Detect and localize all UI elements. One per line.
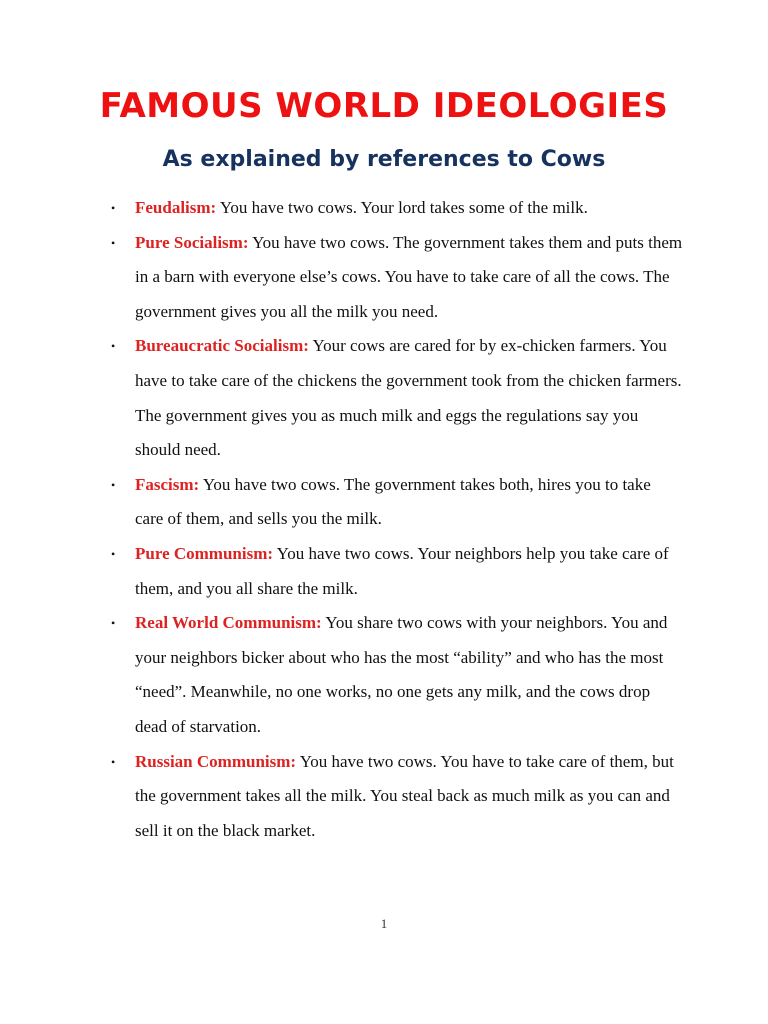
bullet-icon: • [111,339,116,354]
item-text: You have two cows. Your lord takes some of the milk. [219,198,588,217]
page-number: 1 [380,916,388,931]
item-term: Real World Communism: [135,613,322,633]
item-text: You have two cows. Your neighbors help you take care of them, and you all share the milk. [135,543,669,598]
item-term: Pure Communism: [135,543,274,563]
bullet-icon: • [111,201,116,215]
item-term: Fascism: [135,474,200,494]
list-item-real-world-communism [0,606,683,744]
bullet-icon: • [111,754,116,769]
list-item-fascism [0,468,683,537]
list-item-feudalism [0,191,683,226]
ideology-list [0,191,768,848]
page-title: FAMOUS WORLD IDEOLOGIES [99,86,669,126]
item-term: Russian Communism: [135,751,297,771]
item-term: Bureaucratic Socialism: [135,336,309,356]
item-text: You have two cows. The government takes them and puts them in a barn with everyone else’s cows. You have to take care of all the cows. The government gives you all the milk you need. [135,232,683,321]
list-item-pure-socialism [0,226,683,330]
list-item-bureaucratic-socialism [0,329,683,467]
item-term: Pure Socialism: [135,232,249,252]
item-text: You have two cows. The government takes both, hires you to take care of them, and sells you the milk. [135,474,651,529]
bullet-icon: • [111,546,116,561]
page-subtitle: As explained by references to Cows [162,147,606,172]
list-item-russian-communism [0,745,683,849]
bullet-icon: • [111,616,116,631]
list-item-pure-communism [0,537,683,606]
item-text: You have two cows. You have to take care of them, but the government takes all the milk. You steal back as much milk as you can and sell it on the black market. [135,751,674,840]
bullet-icon: • [111,235,116,250]
bullet-icon: • [111,477,116,492]
item-text: Your cows are cared for by ex-chicken farmers. You have to take care of the chickens the government took from the chicken farmers. The government gives you as much milk and eggs the regulations say you should need. [135,336,682,460]
item-text: You share two cows with your neighbors. You and your neighbors bicker about who has the most “ability” and who has the most “need”. Meanwhile, no one works, no one gets any milk, and the cows drop dead of starvation. [135,613,668,736]
item-term: Feudalism: [135,198,217,217]
